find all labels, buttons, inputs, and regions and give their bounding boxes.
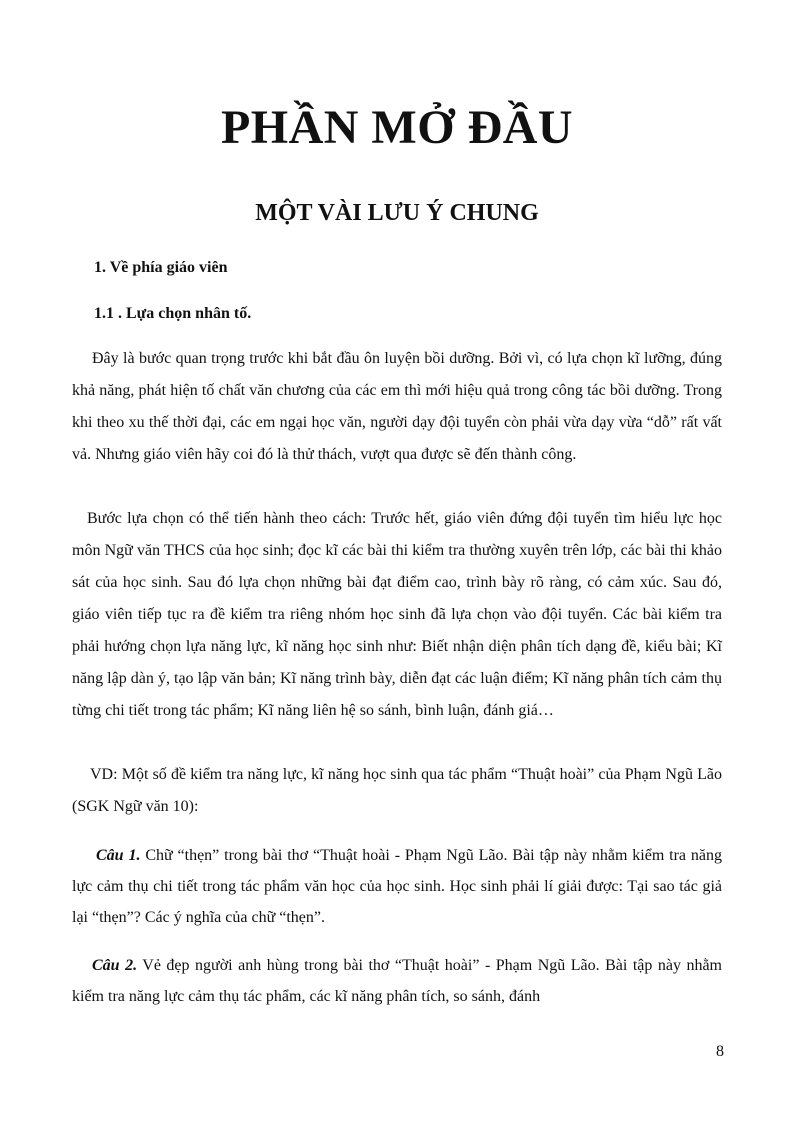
paragraph-selection-method: Bước lựa chọn có thể tiến hành theo cách: Trước hết, giáo viên đứng đội tuyển tìm hiểu lực học môn Ngữ văn THCS của học sinh; đọc kĩ các bài thi kiểm tra thường xuyên trên lớp, các bài thi khảo sát của học sinh. Sau đó lựa chọn những bài đạt điểm cao, trình bày rõ ràng, có cảm xúc. Sau đó, giáo viên tiếp tục ra đề kiểm tra riêng nhóm học sinh đã lựa chọn vào đội tuyển. Các bài kiểm tra phải hướng chọn lựa năng lực, kĩ năng học sinh như: Biết nhận diện phân tích dạng đề, kiểu bài; Kĩ năng lập dàn ý, tạo lập văn bản; Kĩ năng trình bày, diễn đạt các luận điểm; Kĩ năng phân tích cảm thụ từng chi tiết trong tác phẩm; Kĩ năng liên hệ so sánh, bình luận, đánh giá… <box>72 510 722 719</box>
page-number: 8 <box>716 1043 724 1060</box>
paragraph-selection-importance: Đây là bước quan trọng trước khi bắt đầu ôn luyện bồi dưỡng. Bởi vì, có lựa chọn kĩ lưỡng, đúng khả năng, phát hiện tố chất văn chương của các em thì mới hiệu quả trong công tác bồi dưỡng. Trong khi theo xu thế thời đại, các em ngại học văn, người dạy đội tuyển còn phải vừa dạy vừa “dỗ” rất vất vả. Nhưng giáo viên hãy coi đó là thử thách, vượt qua được sẽ đến thành công. <box>72 350 722 463</box>
question-2-label: Câu 2. <box>92 957 138 974</box>
question-1 <box>72 840 722 933</box>
question-1-text: Chữ “thẹn” trong bài thơ “Thuật hoài - Phạm Ngũ Lão. Bài tập này nhằm kiểm tra năng lực cảm thụ chi tiết trong tác phẩm văn học của học sinh. Học sinh phải lí giải được: Tại sao tác giả lại “thẹn”? Các ý nghĩa của chữ “thẹn”. <box>72 847 723 926</box>
question-2-text: Vẻ đẹp người anh hùng trong bài thơ “Thuật hoài” - Phạm Ngũ Lão. Bài tập này nhằm kiểm tra năng lực cảm thụ tác phẩm, các kĩ năng phân tích, so sánh, đánh <box>72 957 723 1005</box>
paragraph-example-intro: VD: Một số đề kiểm tra năng lực, kĩ năng học sinh qua tác phẩm “Thuật hoài” của Phạm Ngũ Lão (SGK Ngữ văn 10): <box>72 766 722 815</box>
main-title: PHẦN MỞ ĐẦU <box>220 101 574 154</box>
sub-title: MỘT VÀI LƯU Ý CHUNG <box>255 200 539 226</box>
section-heading-1-1: 1.1 . Lựa chọn nhân tố. <box>94 305 252 322</box>
question-2 <box>72 950 722 1012</box>
section-heading-1: 1. Về phía giáo viên <box>94 259 228 276</box>
question-1-label: Câu 1. <box>96 847 141 864</box>
